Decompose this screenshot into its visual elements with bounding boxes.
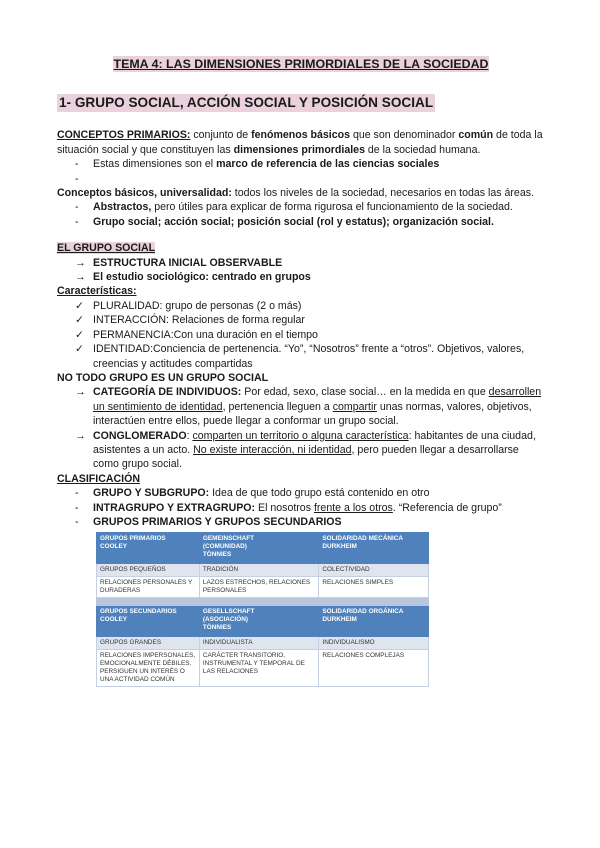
check-icon: ✓ <box>75 299 84 312</box>
arrow-icon: → <box>75 429 86 442</box>
caracteristicas-label: Características: <box>57 285 137 298</box>
list-item <box>57 172 545 186</box>
table-row: RELACIONES IMPERSONALES, EMOCIONALMENTE DÉBILES. PERSIGUEN UN INTERÉS O UNA ACTIVIDAD COMÚN CARÁCTER TRANSITORIO, INSTRUMENTAL Y TEMPORAL DE LAS RELACIONES RELACIONES COMPLEJAS <box>97 650 429 687</box>
list-item: - GRUPO Y SUBGRUPO: Idea de que todo grupo está contenido en otro <box>75 487 430 500</box>
list-item: → El estudio sociológico: centrado en grupos <box>75 271 311 284</box>
dash-icon: - <box>75 501 79 514</box>
list-item: - INTRAGRUPO Y EXTRAGRUPO: El nosotros frente a los otros. “Referencia de grupo” <box>75 501 502 514</box>
table-separator <box>97 598 429 606</box>
arrow-icon: → <box>75 386 86 399</box>
conceptos-paragraph: CONCEPTOS PRIMARIOS: conjunto de fenómenos básicos que son denominador común de toda la situación social y que constituyen las dimensiones primordiales de la sociedad humana. <box>57 129 543 156</box>
dash-icon: - <box>75 515 79 528</box>
list-item: ✓ PERMANENCIA:Con una duración en el tiempo <box>75 328 318 341</box>
basicos-paragraph: Conceptos básicos, universalidad: todos los niveles de la sociedad, necesarios en todas las áreas. <box>57 187 534 200</box>
dash-icon: - <box>75 201 79 214</box>
list-item: → CATEGORÍA DE INDIVIDUOS: Por edad, sexo, clase social… en la medida en que desarrollen un sentimiento de identidad, pertenencia lleguen a compartir unas normas, valores, objetivos, interactúen entre ellos, puede llegar a conformar un grupo social. <box>75 386 542 428</box>
dash-icon: - <box>75 172 79 185</box>
list-item: ✓ INTERACCIÓN: Relaciones de forma regular <box>75 314 305 327</box>
clasificacion-heading: CLASIFICACIÓN <box>57 472 140 485</box>
list-item: - Abstractos, pero útiles para explicar de forma rigurosa el funcionamiento de la sociedad. <box>75 201 513 214</box>
dash-icon: - <box>75 158 79 171</box>
table-header-cell: SOLIDARIDAD ORGÁNICA DURKHEIM <box>319 606 429 637</box>
list-item: → ESTRUCTURA INICIAL OBSERVABLE <box>75 256 283 269</box>
list-item: ✓ IDENTIDAD:Conciencia de pertenencia. “Yo”, “Nosotros” frente a “otros”. Objetivos, valores, creencias y actitudes compartidas <box>75 343 525 370</box>
table-header-cell: SOLIDARIDAD MECÁNICA DURKHEIM <box>319 533 429 564</box>
list-item: - Estas dimensiones son el marco de referencia de las ciencias sociales <box>75 158 440 171</box>
grupo-heading: EL GRUPO SOCIAL <box>57 242 156 255</box>
arrow-icon: → <box>75 271 86 284</box>
list-item: - GRUPOS PRIMARIOS Y GRUPOS SECUNDARIOS <box>75 515 342 528</box>
check-icon: ✓ <box>75 328 84 341</box>
list-item: ✓ PLURALIDAD: grupo de personas (2 o más) <box>75 299 302 312</box>
table-row: RELACIONES PERSONALES Y DURADERAS LAZOS ESTRECHOS, RELACIONES PERSONALES RELACIONES SIMPLES <box>97 577 429 598</box>
table-header-cell: GEMEINSCHAFT (COMUNIDAD) TÖNNIES <box>199 533 319 564</box>
table-header-cell: GESELLSCHAFT (ASOCIACIÓN) TÖNNIES <box>199 606 319 637</box>
table-row: GRUPOS GRANDES INDIVIDUALISTA INDIVIDUALISMO <box>97 637 429 650</box>
list-item: → CONGLOMERADO: comparten un territorio o alguna característica: habitantes de una ciudad, asistentes a un acto. No existe interacción, ni identidad, pero pueden llegar a desarrollarse como grupo social. <box>75 429 536 471</box>
dash-icon: - <box>75 215 79 228</box>
section-heading: 1- GRUPO SOCIAL, ACCIÓN SOCIAL Y POSICIÓN SOCIAL <box>59 95 434 111</box>
document-page <box>57 56 545 687</box>
table-header-cell: GRUPOS PRIMARIOS COOLEY <box>97 533 200 564</box>
page-title: TEMA 4: LAS DIMENSIONES PRIMORDIALES DE LA SOCIEDAD <box>113 57 489 71</box>
table-row: GRUPOS PEQUEÑOS TRADICIÓN COLECTIVIDAD <box>97 564 429 577</box>
table-header-cell: GRUPOS SECUNDARIOS COOLEY <box>97 606 200 637</box>
no-todo-heading: NO TODO GRUPO ES UN GRUPO SOCIAL <box>57 371 269 384</box>
groups-table <box>96 532 429 687</box>
dash-icon: - <box>75 487 79 500</box>
check-icon: ✓ <box>75 343 84 356</box>
list-item: - Grupo social; acción social; posición social (rol y estatus); organización social. <box>75 215 494 228</box>
arrow-icon: → <box>75 256 86 269</box>
check-icon: ✓ <box>75 314 84 327</box>
